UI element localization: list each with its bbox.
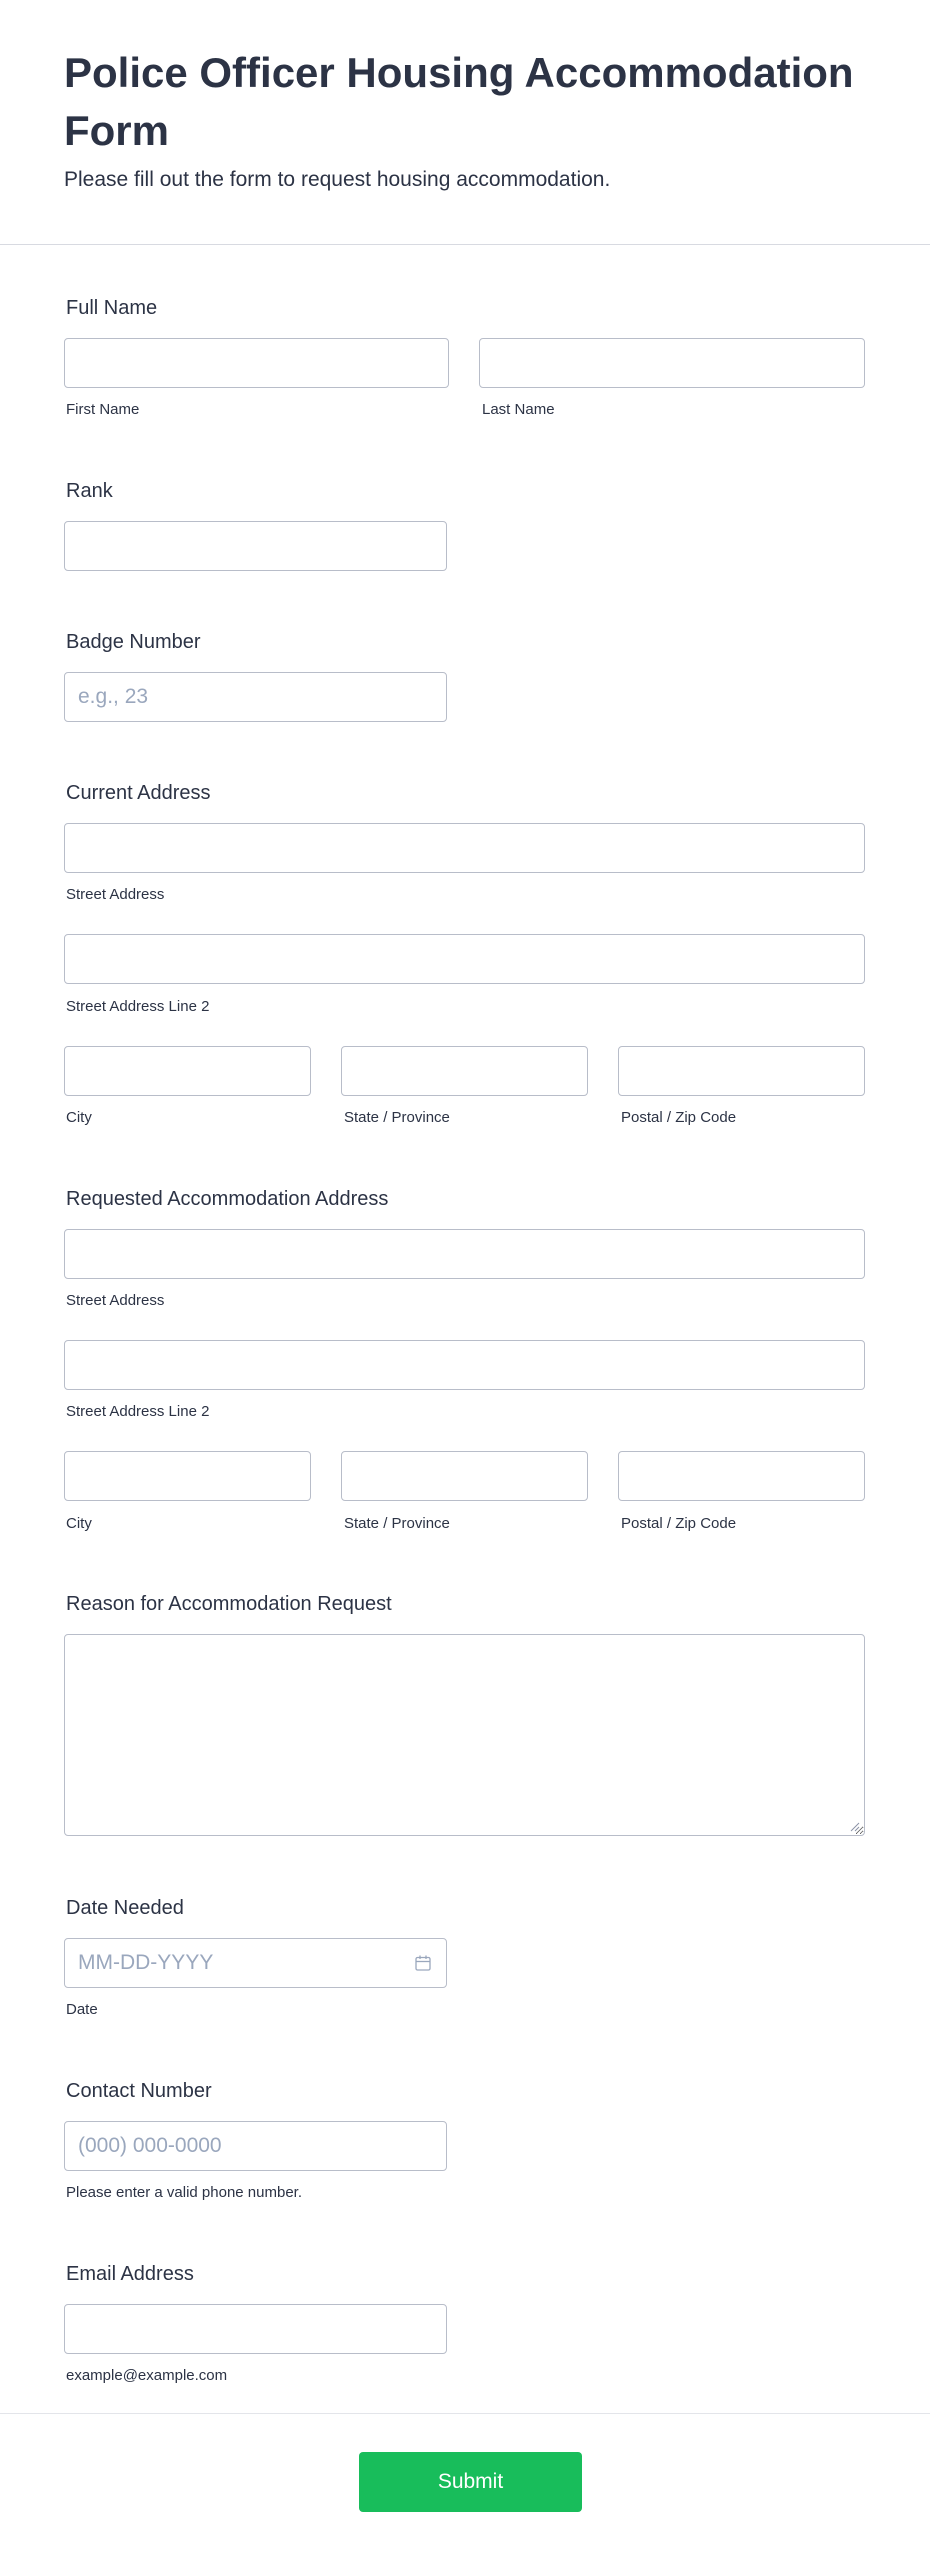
calendar-icon[interactable] <box>414 1954 432 1972</box>
current-city-input[interactable] <box>64 1046 311 1096</box>
contact-number-label: Contact Number <box>66 2080 212 2102</box>
requested-street-input[interactable] <box>64 1229 865 1279</box>
requested-state-sublabel: State / Province <box>344 1515 450 1532</box>
footer-divider <box>0 2413 930 2414</box>
current-street2-input[interactable] <box>64 934 865 984</box>
requested-street2-sublabel: Street Address Line 2 <box>66 1403 210 1420</box>
resize-grip-icon[interactable] <box>850 1822 860 1832</box>
reason-label: Reason for Accommodation Request <box>66 1593 392 1615</box>
form-header <box>0 0 930 245</box>
current-address-label: Current Address <box>66 782 211 804</box>
requested-street2-input[interactable] <box>64 1340 865 1390</box>
current-city-sublabel: City <box>66 1109 92 1126</box>
reason-textarea[interactable] <box>64 1634 865 1836</box>
first-name-input[interactable] <box>64 338 449 388</box>
form-subtitle: Please fill out the form to request housing accommodation. <box>64 168 611 191</box>
current-state-sublabel: State / Province <box>344 1109 450 1126</box>
requested-city-input[interactable] <box>64 1451 311 1501</box>
requested-city-sublabel: City <box>66 1515 92 1532</box>
rank-label: Rank <box>66 480 113 502</box>
date-needed-label: Date Needed <box>66 1897 184 1919</box>
requested-street-sublabel: Street Address <box>66 1292 165 1309</box>
current-street-sublabel: Street Address <box>66 886 165 903</box>
date-needed-sublabel: Date <box>66 2001 98 2018</box>
current-street-input[interactable] <box>64 823 865 873</box>
full-name-label: Full Name <box>66 297 158 319</box>
last-name-sublabel: Last Name <box>482 401 555 418</box>
badge-number-input[interactable] <box>64 672 447 722</box>
submit-button[interactable]: Submit <box>359 2452 582 2512</box>
form-title: Police Officer Housing Accommodation Form <box>64 49 854 154</box>
rank-input[interactable] <box>64 521 447 571</box>
email-address-sublabel: example@example.com <box>66 2367 228 2384</box>
email-address-label: Email Address <box>66 2263 194 2285</box>
first-name-sublabel: First Name <box>66 401 140 418</box>
contact-number-sublabel: Please enter a valid phone number. <box>66 2184 302 2201</box>
contact-number-input[interactable] <box>64 2121 447 2171</box>
requested-zip-input[interactable] <box>618 1451 865 1501</box>
requested-state-input[interactable] <box>341 1451 588 1501</box>
requested-address-label: Requested Accommodation Address <box>66 1188 389 1210</box>
email-address-input[interactable] <box>64 2304 447 2354</box>
current-state-input[interactable] <box>341 1046 588 1096</box>
requested-zip-sublabel: Postal / Zip Code <box>621 1515 737 1532</box>
last-name-input[interactable] <box>479 338 865 388</box>
current-street2-sublabel: Street Address Line 2 <box>66 998 210 1015</box>
current-zip-sublabel: Postal / Zip Code <box>621 1109 737 1126</box>
badge-number-label: Badge Number <box>66 631 201 653</box>
date-needed-input[interactable] <box>64 1938 447 1988</box>
current-zip-input[interactable] <box>618 1046 865 1096</box>
